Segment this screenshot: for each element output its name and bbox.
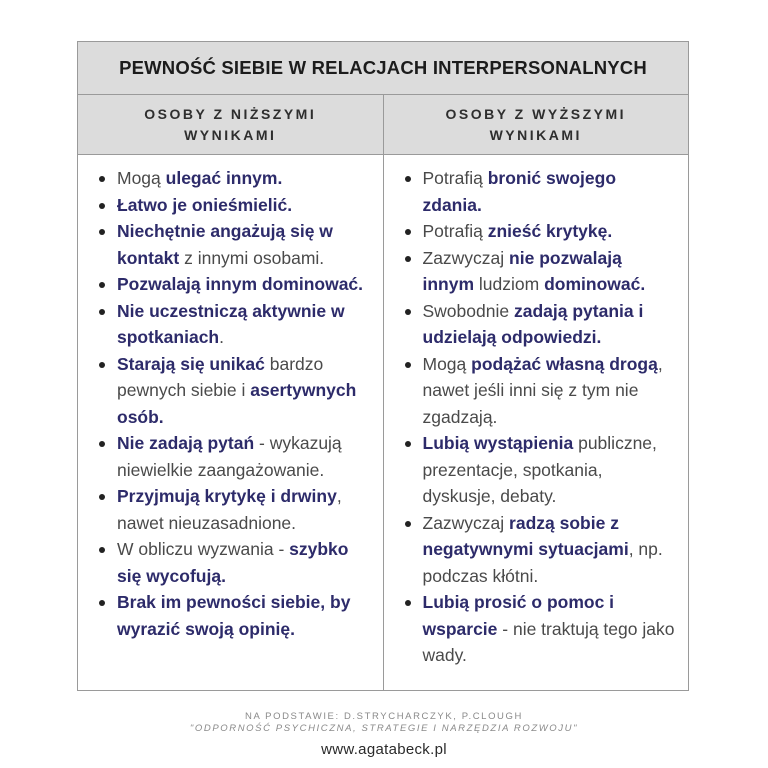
list-item (92, 165, 373, 192)
higher-scores-column (384, 155, 689, 691)
item-text: ludziom (474, 274, 545, 294)
item-text: , np. podczas kłótni. (422, 539, 663, 586)
bullet-icon (99, 203, 105, 209)
emphasis-text: Nie zadają pytań (117, 433, 255, 453)
emphasis-text: Lubią prosić o pomoc i wsparcie (422, 592, 615, 639)
emphasis-text: ulegać innym. (165, 168, 283, 188)
emphasis-text: zadają pytania i udzielają odpowiedzi. (422, 300, 644, 347)
bullet-icon (405, 362, 411, 368)
lower-scores-list (92, 165, 373, 642)
list-item (398, 218, 679, 245)
emphasis-text: Lubią wystąpienia (422, 433, 574, 453)
emphasis-text: Pozwalają innym dominować. (117, 274, 364, 294)
book-title-note: "ODPORNOŚĆ PSYCHICZNA, STRATEGIE I NARZĘDZIA ROZWOJU" (189, 723, 579, 734)
item-text: bardzo pewnych siebie i (117, 353, 324, 400)
item-text: z innymi osobami. (179, 247, 325, 268)
bullet-icon (99, 229, 105, 235)
bullet-icon (405, 441, 411, 447)
list-item (398, 510, 679, 590)
emphasis-text: Niechętnie angażują się w kontakt (117, 221, 333, 268)
emphasis-text: dominować. (544, 274, 646, 294)
item-text: - nie traktują tego jako wady. (422, 618, 675, 665)
item-text: , nawet nieuzasadnione. (117, 486, 342, 533)
column-headers (78, 95, 688, 155)
bullet-icon (405, 521, 411, 527)
emphasis-text: Nie uczestniczą aktywnie w spotkaniach (117, 300, 345, 347)
list-item (92, 351, 373, 431)
item-text: Mogą (422, 353, 472, 374)
bullet-icon (405, 176, 411, 182)
emphasis-text: Przyjmują krytykę i drwiny (117, 486, 337, 506)
emphasis-text: Łatwo je onieśmielić. (117, 194, 293, 215)
list-item (92, 536, 373, 589)
item-text: Swobodnie (422, 300, 514, 321)
bullet-icon (405, 256, 411, 262)
list-item (92, 218, 373, 271)
list-item (398, 430, 679, 510)
list-item (92, 192, 373, 219)
item-text: Potrafią (422, 168, 488, 188)
bullet-icon (99, 441, 105, 447)
bullet-icon (99, 176, 105, 182)
item-text: Mogą (117, 168, 166, 188)
bullet-icon (99, 547, 105, 553)
item-text: Potrafią (422, 221, 488, 241)
list-item (92, 298, 373, 351)
item-text: - wykazują niewielkie zaangażowanie. (117, 433, 342, 480)
website-link[interactable]: www.agatabeck.pl (321, 741, 447, 758)
header-higher-scores: OSOBY Z WYŻSZYMI WYNIKAMI (445, 105, 627, 143)
list-item (92, 271, 373, 298)
bullet-icon (405, 229, 411, 235)
emphasis-text: radzą sobie z negatywnymi sytuacjami (422, 512, 629, 559)
emphasis-text: bronić swojego zdania. (422, 168, 617, 215)
emphasis-text: Brak im pewności siebie, by wyrazić swoją opinię. (117, 592, 351, 639)
item-text: publiczne, prezentacje, spotkania, dyskusje, debaty. (422, 433, 657, 506)
list-item (398, 165, 679, 218)
table-body (78, 155, 688, 691)
emphasis-text: nie pozwalają innym (422, 247, 622, 294)
bullet-icon (99, 362, 105, 368)
bullet-icon (99, 494, 105, 500)
bullet-icon (99, 600, 105, 606)
emphasis-text: znieść krytykę. (487, 221, 613, 241)
item-text: Zazwyczaj (422, 512, 510, 533)
higher-scores-list (398, 165, 679, 669)
item-text: , nawet jeśli inni się z tym nie zgadzają. (422, 353, 663, 427)
bullet-icon (99, 282, 105, 288)
bullet-icon (405, 600, 411, 606)
bullet-icon (405, 309, 411, 315)
list-item (398, 589, 679, 669)
bullet-icon (99, 309, 105, 315)
table-title: PEWNOŚĆ SIEBIE W RELACJACH INTERPERSONALNYCH (78, 42, 688, 95)
item-text: . (219, 327, 224, 347)
list-item (92, 430, 373, 483)
item-text: Zazwyczaj (422, 247, 510, 268)
header-lower-scores: OSOBY Z NIŻSZYMI WYNIKAMI (78, 95, 384, 154)
item-text: W obliczu wyzwania - (117, 539, 290, 559)
lower-scores-column (78, 155, 384, 691)
list-item (92, 589, 373, 642)
emphasis-text: szybko się wycofują. (117, 539, 349, 586)
emphasis-text: podążać własną drogą (471, 353, 658, 374)
source-note: NA PODSTAWIE: D.STRYCHARCZYK, P.CLOUGH (245, 711, 523, 722)
comparison-table (77, 41, 689, 691)
list-item (398, 351, 679, 431)
emphasis-text: Starają się unikać (117, 353, 265, 374)
list-item (92, 483, 373, 536)
emphasis-text: asertywnych osób. (117, 380, 357, 427)
list-item (398, 245, 679, 298)
list-item (398, 298, 679, 351)
